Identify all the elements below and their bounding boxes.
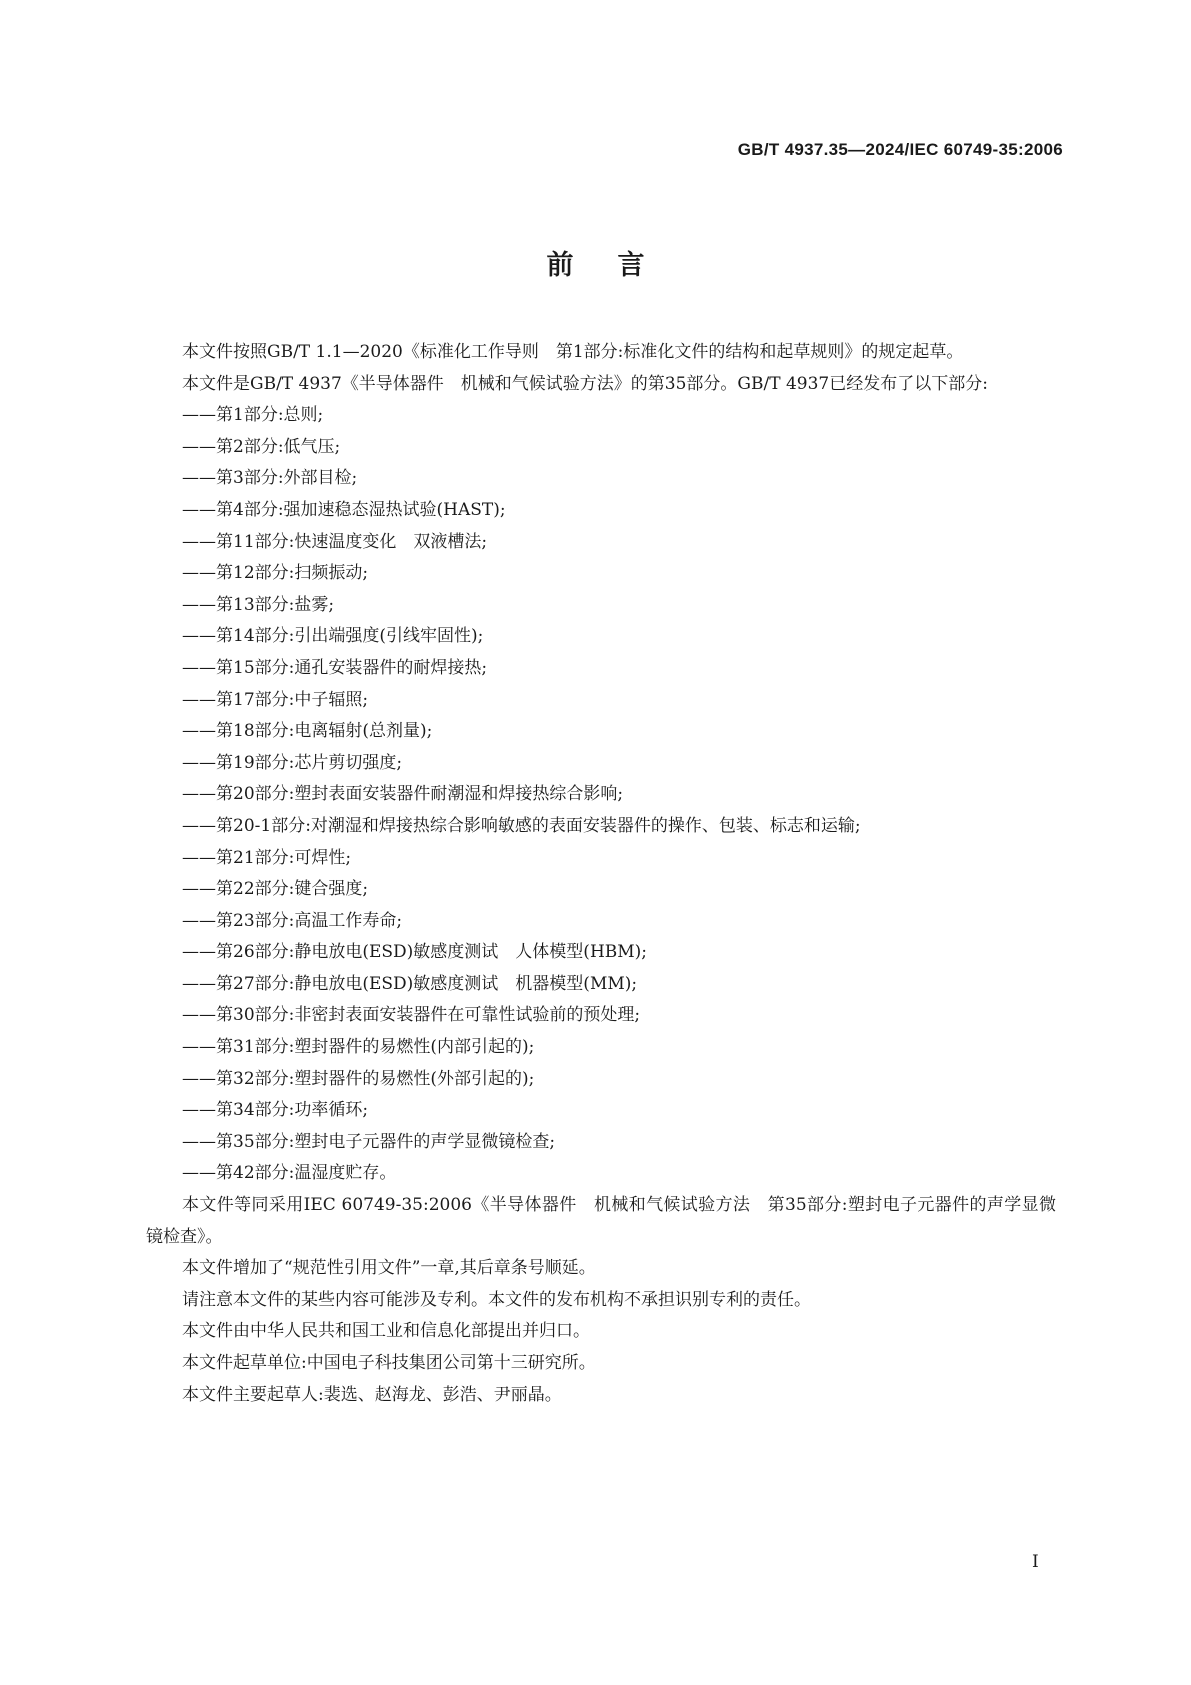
list-item: ——第22部分:键合强度; [182,879,369,900]
closing-paragraph: 本文件由中华人民共和国工业和信息化部提出并归口。 [182,1321,590,1342]
list-item: ——第31部分:塑封器件的易燃性(内部引起的); [182,1037,535,1058]
list-item: ——第18部分:电离辐射(总剂量); [182,721,433,742]
list-item: ——第19部分:芯片剪切强度; [182,752,403,773]
list-item: ——第21部分:可焊性; [182,847,352,868]
closing-paragraph: 请注意本文件的某些内容可能涉及专利。本文件的发布机构不承担识别专利的责任。 [182,1289,811,1310]
list-item: ——第26部分:静电放电(ESD)敏感度测试 人体模型(HBM); [182,942,648,963]
list-item: ——第30部分:非密封表面安装器件在可靠性试验前的预处理; [182,1005,641,1026]
list-item: ——第15部分:通孔安装器件的耐焊接热; [182,657,488,678]
list-item: ——第4部分:强加速稳态湿热试验(HAST); [182,499,506,520]
intro-paragraph: 本文件按照GB/T 1.1—2020《标准化工作导则 第1部分:标准化文件的结构和起草规则》的规定起草。 [182,342,964,362]
closing-paragraph: 本文件增加了“规范性引用文件”一章,其后章条号顺延。 [182,1258,596,1279]
list-item: ——第14部分:引出端强度(引线牢固性); [182,626,484,647]
intro-paragraph: 本文件是GB/T 4937《半导体器件 机械和气候试验方法》的第35部分。GB/T 4937已经发布了以下部分: [182,373,988,394]
list-item: ——第2部分:低气压; [182,436,341,457]
list-item: ——第20部分:塑封表面安装器件耐潮湿和焊接热综合影响; [182,784,624,805]
list-item: ——第12部分:扫频振动; [182,563,369,584]
closing-paragraph: 本文件等同采用IEC 60749-35:2006《半导体器件 机械和气候试验方法 第35部分:塑封电子元器件的声学显微镜检查》。 [146,1195,1056,1247]
closing-paragraph: 本文件起草单位:中国电子科技集团公司第十三研究所。 [182,1353,596,1373]
list-item: ——第42部分:温湿度贮存。 [182,1163,397,1184]
parts-list [146,400,1056,1190]
list-item: ——第20-1部分:对潮湿和焊接热综合影响敏感的表面安装器件的操作、包装、标志和运输; [182,815,861,836]
list-item: ——第32部分:塑封器件的易燃性(外部引起的); [182,1068,535,1089]
list-item: ——第1部分:总则; [182,405,324,426]
standard-code: GB/T 4937.35—2024/IEC 60749-35:2006 [737,140,1063,159]
page-title: 前言 [546,250,689,281]
page-number: I [1032,1552,1039,1572]
closing-paragraph: 本文件主要起草人:裴选、赵海龙、彭浩、尹丽晶。 [182,1384,562,1405]
list-item: ——第13部分:盐雾; [182,594,335,615]
list-item: ——第3部分:外部目检; [182,468,358,489]
list-item: ——第17部分:中子辐照; [182,689,369,710]
list-item: ——第34部分:功率循环; [182,1100,369,1121]
list-item: ——第35部分:塑封电子元器件的声学显微镜检查; [182,1131,556,1152]
document-body [146,337,1056,1411]
list-item: ——第11部分:快速温度变化 双液槽法; [182,531,488,552]
list-item: ——第27部分:静电放电(ESD)敏感度测试 机器模型(MM); [182,973,638,994]
list-item: ——第23部分:高温工作寿命; [182,910,403,931]
